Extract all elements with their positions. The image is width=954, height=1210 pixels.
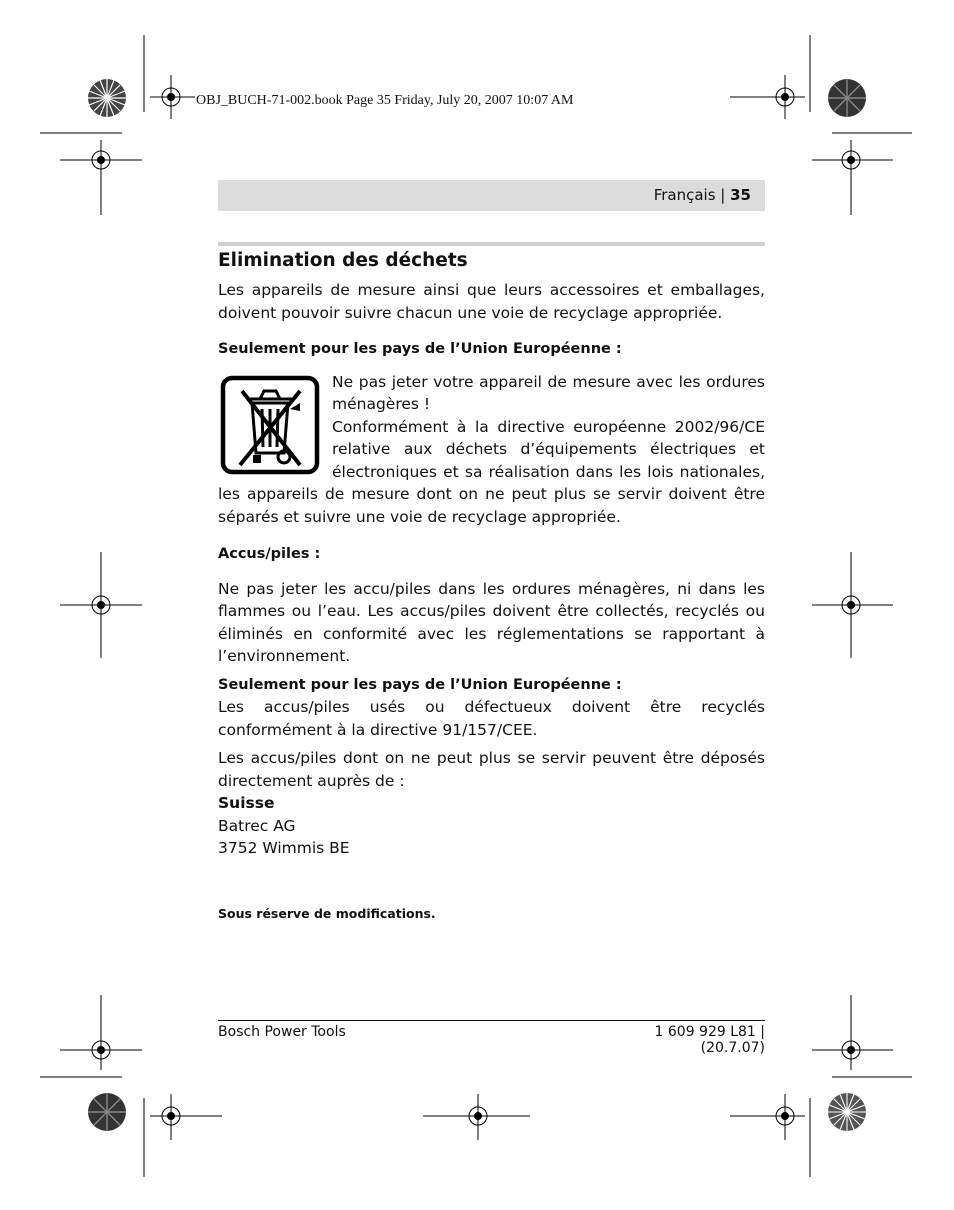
header-language: Français bbox=[653, 186, 716, 204]
reservation-note: Sous réserve de modifications. bbox=[218, 906, 436, 921]
section-rule bbox=[218, 242, 765, 246]
company-name: Batrec AG bbox=[218, 816, 296, 835]
section-intro: Les appareils de mesure ainsi que leurs accessoires et emballages, doivent pouvoir suivre chacun une voie de recyclage appropriée. bbox=[218, 281, 765, 322]
weee-block bbox=[218, 371, 765, 529]
eu-text-2: Conformément à la directive européenne 2002/96/CE relative aux déchets d’équipements électriques et électroniques et sa réalisation dans les lois nationales, les appareils de mesure dont on ne peut plus se servir doivent être séparés et suivre une voie de recyclage appropriée. bbox=[218, 417, 765, 526]
batteries-heading: Accus/piles : bbox=[218, 546, 321, 562]
crossed-out-wheeled-bin-icon bbox=[220, 375, 320, 475]
main-content bbox=[218, 248, 765, 860]
company-address: 3752 Wimmis BE bbox=[218, 839, 350, 857]
section-title: Elimination des déchets bbox=[218, 250, 468, 271]
country-name: Suisse bbox=[218, 794, 275, 812]
batteries-eu-heading: Seulement pour les pays de l’Union Européenne : bbox=[218, 676, 622, 693]
eu-heading: Seulement pour les pays de l’Union Européenne : bbox=[218, 341, 622, 357]
print-info-line: OBJ_BUCH-71-002.book Page 35 Friday, July 20, 2007 10:07 AM bbox=[196, 93, 574, 108]
eu-text-1: Ne pas jeter votre appareil de mesure avec les ordures ménagères ! bbox=[332, 372, 765, 413]
batteries-text-2: Les accus/piles dont on ne peut plus se servir peuvent être déposés directement auprès de : bbox=[218, 749, 765, 790]
footer-rule bbox=[218, 1020, 765, 1021]
page-number: 35 bbox=[730, 186, 751, 204]
footer-brand: Bosch Power Tools bbox=[218, 1024, 346, 1040]
footer-doc-number: 1 609 929 L81 | (20.7.07) bbox=[654, 1024, 765, 1056]
header-separator: | bbox=[715, 186, 731, 204]
batteries-text-1: Ne pas jeter les accu/piles dans les ordures ménagères, ni dans les flammes ou l’eau. Les accus/piles doivent être collectés, recyclés ou éliminés en conformité avec les réglementations se rapportant à l’environnement. bbox=[218, 579, 765, 665]
header-text bbox=[654, 186, 751, 204]
batteries-eu-text: Les accus/piles usés ou défectueux doivent être recyclés conformément à la directive 91/157/CEE. bbox=[218, 698, 765, 739]
page-header bbox=[218, 180, 765, 211]
